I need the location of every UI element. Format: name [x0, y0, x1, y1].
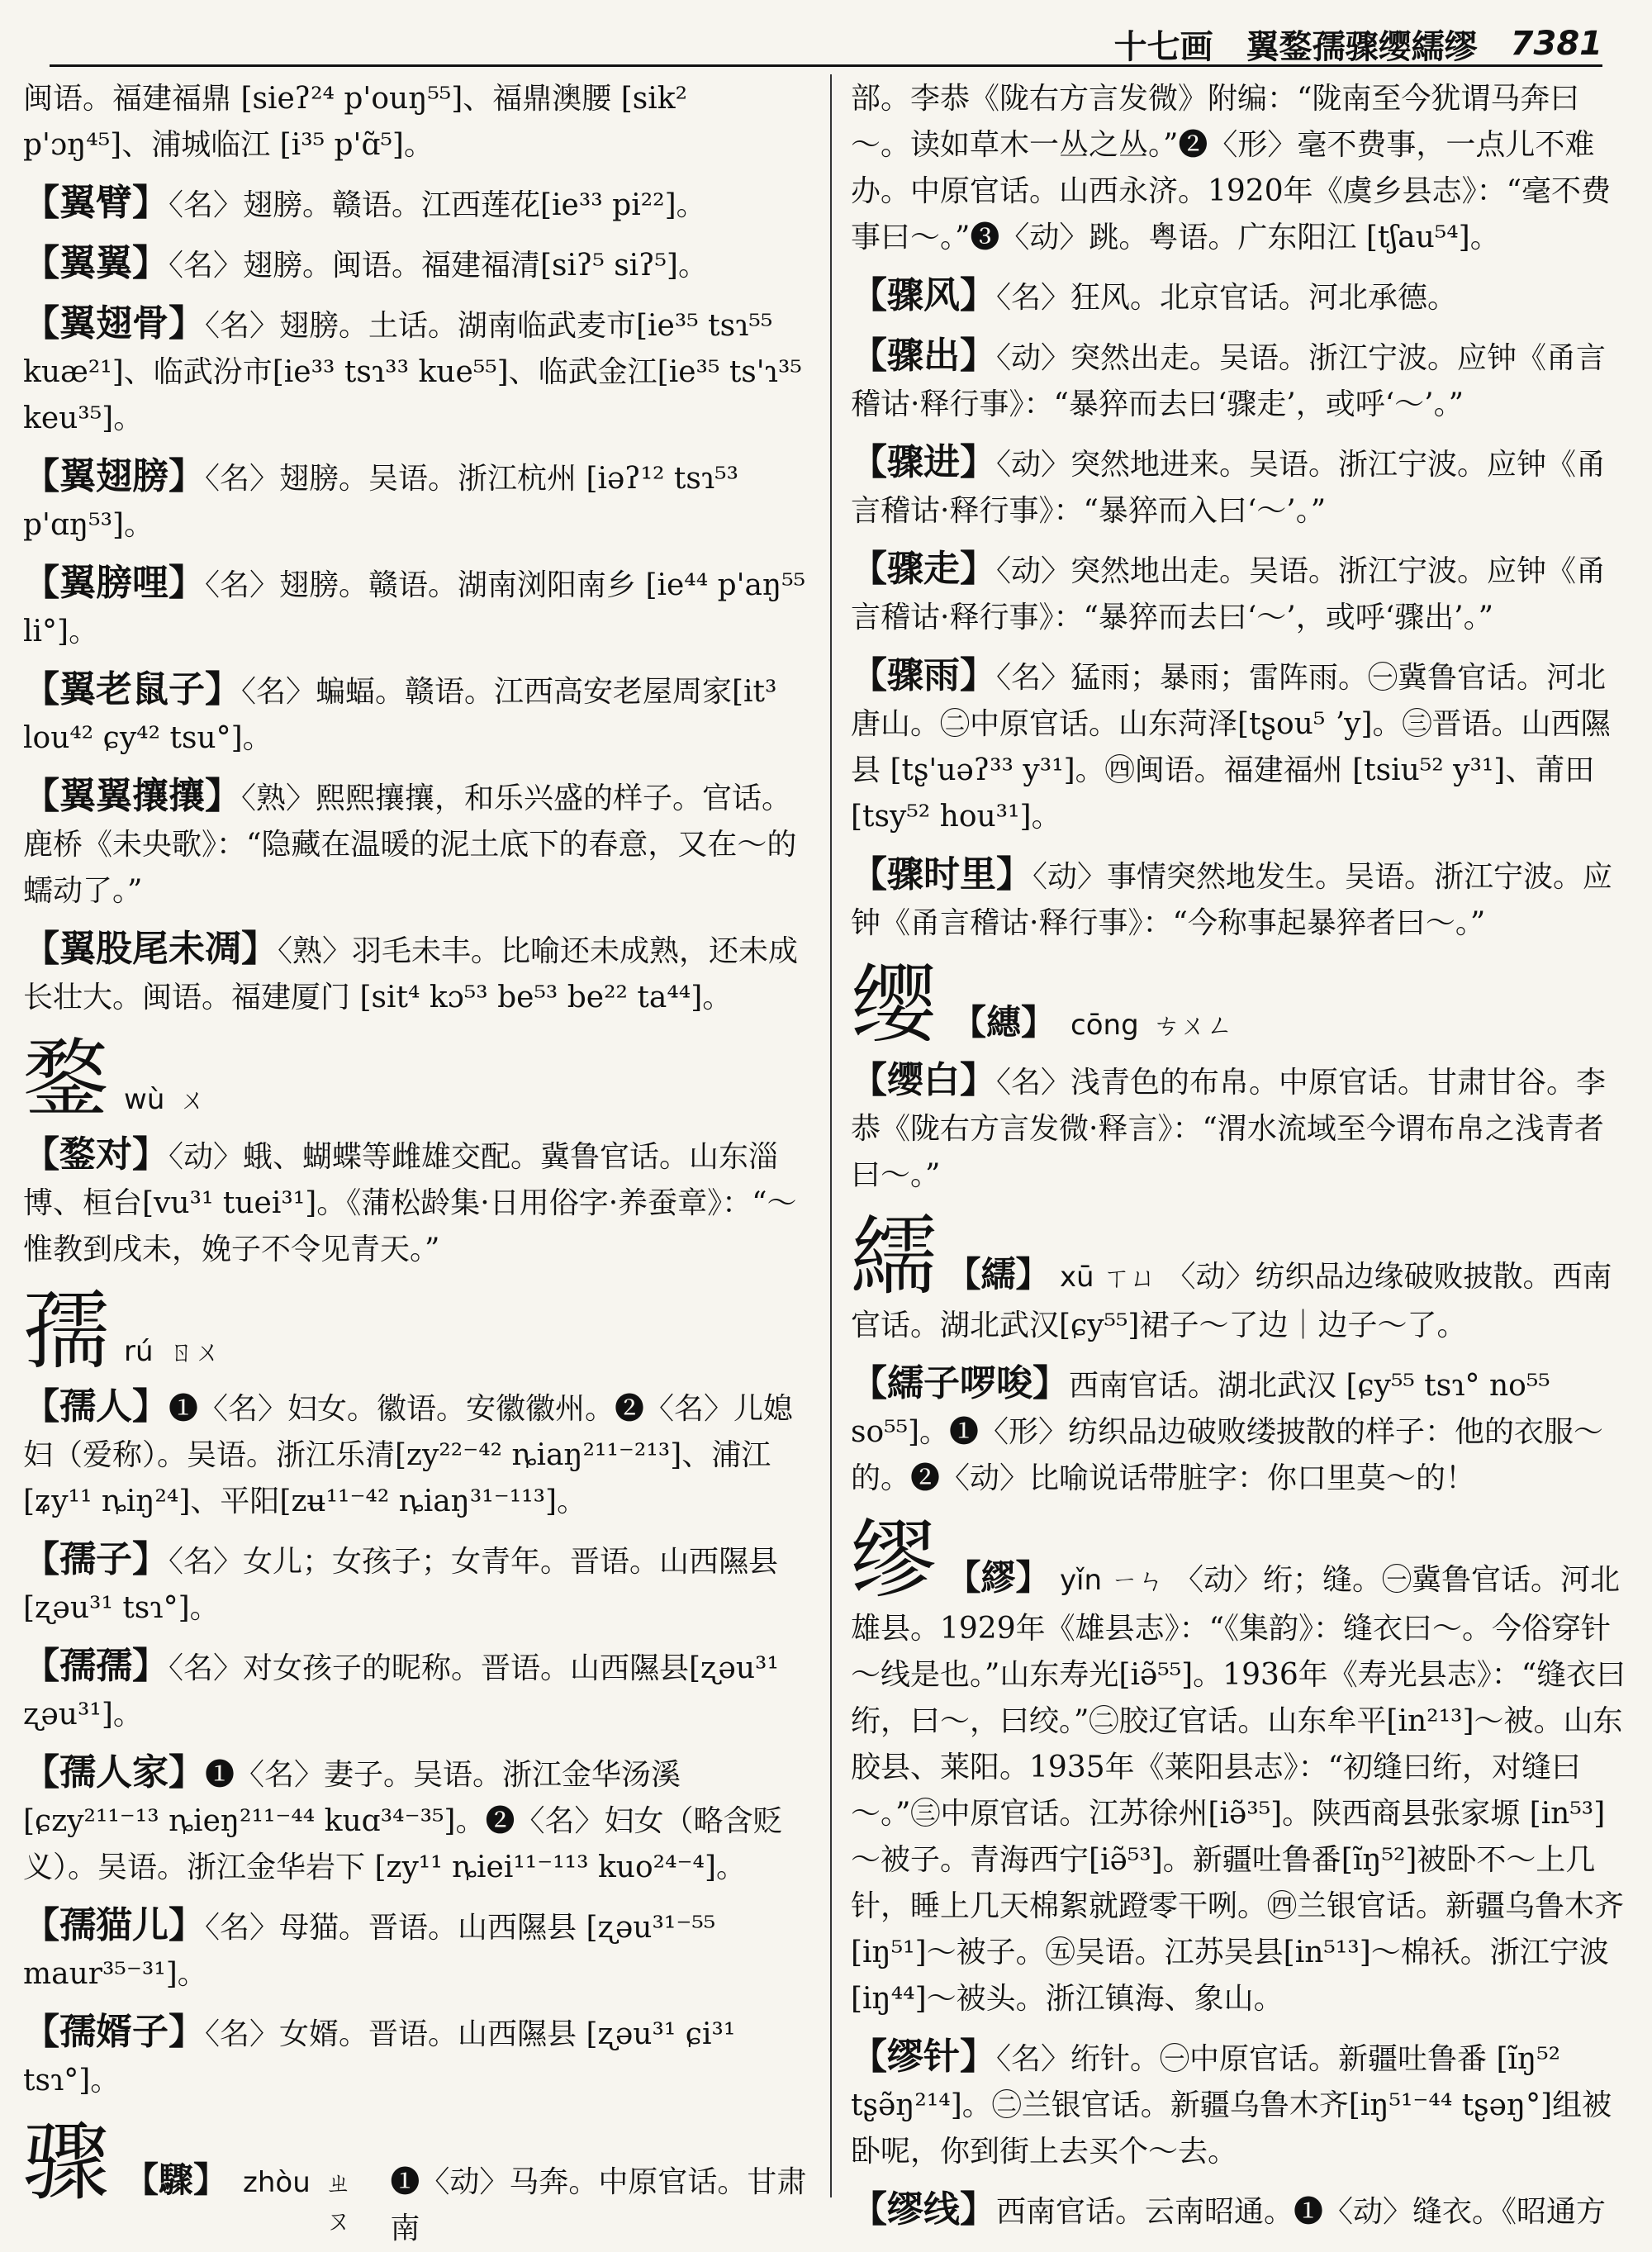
entry-definition: 〈名〉翅膀。赣语。江西莲花[ie³³ pi²²]。 [169, 188, 706, 222]
entry-headword: 【鍪对】 [23, 1133, 169, 1176]
head-zhuyin: ㄖㄨ [168, 1336, 221, 1367]
entry-headword: 【翼翼攘攘】 [23, 775, 241, 817]
dictionary-entry [23, 1903, 812, 1998]
head-zhuyin: ㄧㄣ [1111, 1565, 1165, 1596]
entry-headword: 【翼膀哩】 [23, 562, 205, 604]
head-character-block [23, 2112, 812, 2252]
entry-definition: 〈名〉绗针。㊀中原官话。新疆吐鲁番 [ĩŋ⁵² tʂə̃ŋ²¹⁴]。㊁兰银官话。新疆乌鲁木齐[iŋ⁵¹⁻⁴⁴ tʂəŋ°]组被卧呢，你到街上去买个～去。 [851, 2042, 1612, 2169]
dictionary-entry [851, 653, 1631, 840]
entry-definition: 〈名〉蝙蝠。赣语。江西高安老屋周家[it³ lou⁴² ɕy⁴² tsu°]。 [23, 675, 777, 755]
entry-headword: 【翼股尾未凋】 [23, 928, 278, 970]
entry-definition: 〈动〉突然出走。吴语。浙江宁波。应钟《甬言稽诂·释行事》：“暴猝而去曰‘骤走’，或呼‘～’。” [851, 341, 1607, 421]
dictionary-entry [23, 240, 812, 289]
dictionary-entry [851, 852, 1631, 947]
head-variant: 【繻】 [946, 1254, 1051, 1295]
head-pinyin: wù [124, 1083, 165, 1116]
entry-definition: 〈熟〉羽毛未丰。比喻还未成熟，还未成长壮大。闽语。福建厦门 [sit⁴ kɔ⁵³ be⁵³ be²² ta⁴⁴]。 [23, 934, 799, 1014]
entry-headword: 【骤进】 [851, 441, 996, 483]
head-pinyin: yǐn [1059, 1564, 1103, 1597]
running-header [50, 21, 1602, 66]
left-column [23, 76, 812, 2245]
entry-headword: 【翼翅膀】 [23, 455, 205, 497]
head-zhuyin: ㄒㄩ [1104, 1261, 1157, 1293]
entry-definition: 〈动〉突然地出走。吴语。浙江宁波。应钟《甬言稽诂·释行事》：“暴猝而去曰‘～’，或呼‘骤出’。” [851, 554, 1607, 634]
entry-headword: 【缪线】 [851, 2188, 996, 2231]
column-divider [830, 74, 832, 2197]
head-zhuyin: ㄨ [179, 1084, 206, 1115]
dictionary-entry [851, 439, 1631, 534]
dictionary-entry [23, 180, 812, 229]
dictionary-entry [23, 773, 812, 915]
dictionary-entry [23, 926, 812, 1021]
entry-definition: 〈名〉浅青色的布帛。中原官话。甘肃甘谷。李恭《陇右方言发微·释言》：“渭水流域至今谓布帛之浅青者曰～。” [851, 1066, 1607, 1192]
dictionary-entry [23, 1537, 812, 1632]
entry-headword: 【骤雨】 [851, 654, 996, 696]
entry-definition: 〈名〉对女孩子的昵称。晋语。山西隰县[ʐəu³¹ ʐəu³¹]。 [23, 1651, 779, 1732]
entry-definition: 〈名〉猛雨；暴雨；雷阵雨。㊀冀鲁官话。河北唐山。㊁中原官话。山东菏泽[tʂou⁵ ʼy]。㊂晋语。山西隰县 [tʂ'uəʔ³³ y³¹]。㊃闽语。福建福州 [tsiu⁵² y³¹]、莆田[tsy⁵² hou³¹]。 [851, 661, 1611, 834]
dictionary-entry [851, 1057, 1631, 1199]
head-character: 鍪 [23, 1029, 110, 1129]
entry-headword: 【翼老鼠子】 [23, 668, 241, 710]
entry-definition: 〈动〉突然地进来。吴语。浙江宁波。应钟《甬言稽诂·释行事》：“暴猝而入曰‘～’。” [851, 448, 1607, 528]
header-chars: 翼鍪孺骤缨繻缪 [1246, 26, 1478, 66]
entry-definition: 〈名〉女儿；女孩子；女青年。晋语。山西隰县[ʐəu³¹ tsɿ°]。 [23, 1545, 779, 1625]
head-variant: 【驟】 [124, 2159, 229, 2200]
dictionary-entry [23, 1384, 812, 1525]
entry-definition: 〈动〉蛾、蝴蝶等雌雄交配。冀鲁官话。山东淄博、桓台[vu³¹ tuei³¹]。《蒲松龄集·日用俗字·养蚕章》：“～惟教到戌未，娩子不令见青天。” [23, 1140, 797, 1266]
head-character: 繻 [851, 1206, 938, 1307]
entry-headword: 【翼翅骨】 [23, 302, 205, 344]
head-pinyin: zhòu [243, 2166, 311, 2199]
page-number: 7381 [1510, 25, 1602, 63]
entry-headword: 【翼翼】 [23, 242, 169, 284]
head-character-block [23, 1280, 812, 1381]
dictionary-entry [851, 333, 1631, 428]
head-character: 骤 [23, 2112, 110, 2212]
dictionary-entry [851, 2187, 1631, 2235]
dictionary-entry [23, 1750, 812, 1891]
head-character: 缨 [851, 954, 938, 1055]
head-character-block [851, 1509, 1631, 2022]
entry-headword: 【孺孺】 [23, 1645, 169, 1687]
head-variant: 【繆】 [946, 1557, 1051, 1598]
entry-headword: 【缪针】 [851, 2036, 996, 2078]
section-label: 十七画 [1113, 26, 1213, 66]
dictionary-entry [851, 273, 1631, 321]
entry-headword: 【骤时里】 [851, 853, 1032, 896]
continuation-text: 闽语。福建福鼎 [sieʔ²⁴ p'ouŋ⁵⁵]、福鼎澳腰 [sik² p'ɔŋ⁴⁵]、浦城临江 [i³⁵ p'ɑ̃⁵]。 [23, 82, 688, 162]
head-zhuyin: ㄓㄡ [325, 2167, 352, 2236]
head-character-block [851, 954, 1631, 1055]
dictionary-entry [851, 546, 1631, 641]
head-character: 缪 [851, 1509, 938, 1610]
entry-definition: 西南官话。湖北武汉 [ɕy⁵⁵ tsɿ° no⁵⁵ so⁵⁵]。❶〈形〉纺织品边破败缕披散的样子：他的衣服～的。❷〈动〉比喻说话带脏字：你口里莫～的！ [851, 1369, 1604, 1495]
entry-definition: ❶〈名〉妇女。徽语。安徽徽州。❷〈名〉儿媳妇（爱称）。吴语。浙江乐清[zy²²⁻⁴² ȵiaŋ²¹¹⁻²¹³]、浦江[ʑy¹¹ ȵiŋ²⁴]、平阳[zʉ¹¹⁻⁴² ȵiaŋ³¹⁻¹¹³]。 [23, 1392, 794, 1518]
entry-headword: 【孺人家】 [23, 1751, 205, 1794]
entry-definition: 〈动〉事情突然地发生。吴语。浙江宁波。应钟《甬言稽诂·释行事》：“今称事起暴猝者曰～。” [851, 860, 1613, 940]
continuation-text: 部。李恭《陇右方言发微》附编：“陇南至今犹谓马奔曰～。读如草木一丛之丛。”❷〈形〉毫不费事，一点儿不难办。中原官话。山西永济。1920年《虞乡县志》：“毫不费事曰～。”❸〈动〉跳。粤语。广东阳江 [tʃau⁵⁴]。 [851, 82, 1612, 254]
entry-headword: 【繻子啰唆】 [851, 1362, 1069, 1404]
entry-headword: 【骤走】 [851, 548, 996, 590]
entry-headword: 【孺婿子】 [23, 2011, 205, 2053]
dictionary-entry [23, 1643, 812, 1738]
entry-definition: 〈名〉女婿。晋语。山西隰县 [ʐəu³¹ ɕi³¹ tsɿ°]。 [23, 2017, 736, 2098]
dictionary-entry [23, 560, 812, 655]
dictionary-entry [23, 667, 812, 762]
entry-definition: 西南官话。云南昭通。❶〈动〉缝衣。《昭通方 [996, 2195, 1607, 2229]
head-pinyin: rú [124, 1335, 154, 1368]
dictionary-entry [23, 301, 812, 442]
head-definition: 〈动〉纺织品边缘破败披散。西南官话。湖北武汉[ɕy⁵⁵]裙子～了边｜边子～了。 [851, 1260, 1612, 1342]
head-definition: 〈动〉绗；缝。㊀冀鲁官话。河北雄县。1929年《雄县志》：“《集韵》：缝衣曰～。今俗穿针～线是也。”山东寿光[iə̃⁵⁵]。1936年《寿光县志》：“缝衣曰绗，曰～，曰绞。”㊁胶辽官话。山东牟平[in²¹³]～被。山东胶县、莱阳。1935年《莱阳县志》：“初缝曰绗，对缝曰～。”㊂中原官话。江苏徐州[iə̃³⁵]。陕西商县张家塬 [in⁵³] ～被子。青海西宁[iə̃⁵³]。新疆吐鲁番[ĩŋ⁵²]被卧不～上几针，睡上几天棉絮就蹬零干咧。㊃兰银官话。新疆乌鲁木齐[iŋ⁵¹]～被子。㊄吴语。江苏吴县[in⁵¹³]～棉袄。浙江宁波[iŋ⁴⁴]～被头。浙江镇海、象山。 [851, 1563, 1626, 2016]
entry-definition: ❶〈名〉妻子。吴语。浙江金华汤溪[ɕzy²¹¹⁻¹³ ȵieŋ²¹¹⁻⁴⁴ kuɑ³⁴⁻³⁵]。❷〈名〉妇女（略含贬义）。吴语。浙江金华岩下 [zy¹¹ ȵiei¹¹⁻¹¹³ kuo²⁴⁻⁴]。 [23, 1758, 783, 1884]
dictionary-entry [851, 1361, 1631, 1502]
head-character-block [851, 1206, 1631, 1349]
dictionary-entry [23, 1132, 812, 1273]
entry-headword: 【骤风】 [851, 274, 996, 316]
entry-definition: 〈名〉翅膀。吴语。浙江杭州 [iəʔ¹² tsɿ⁵³ p'ɑŋ⁵³]。 [23, 462, 739, 542]
entry-headword: 【缨白】 [851, 1059, 996, 1101]
dictionary-entry [23, 2009, 812, 2104]
head-zhuyin: ㄘㄨㄥ [1153, 1010, 1233, 1041]
entry-definition: 〈名〉翅膀。赣语。湖南浏阳南乡 [ie⁴⁴ p'aŋ⁵⁵ li°]。 [23, 568, 806, 649]
entry-definition: 〈名〉母猫。晋语。山西隰县 [ʐəu³¹⁻⁵⁵ maur³⁵⁻³¹]。 [23, 1911, 716, 1991]
entry-headword: 【翼臂】 [23, 182, 169, 224]
entry-headword: 【孺人】 [23, 1385, 169, 1428]
head-definition: ❶〈动〉马奔。中原官话。甘肃南 [390, 2165, 807, 2245]
head-variant: 【繐】 [952, 1002, 1056, 1043]
entry-list [23, 180, 812, 1021]
right-column [851, 76, 1631, 2231]
head-character-block [23, 1029, 812, 1129]
head-pinyin: cōng [1070, 1009, 1139, 1042]
dictionary-entry [851, 2034, 1631, 2175]
entry-definition: 〈名〉狂风。北京官话。河北承德。 [996, 281, 1458, 315]
entry-headword: 【孺子】 [23, 1538, 169, 1580]
entry-definition: 〈名〉翅膀。土话。湖南临武麦市[ie³⁵ tsɿ⁵⁵ kuæ²¹]、临武汾市[ie³³ tsɿ³³ kue⁵⁵]、临武金江[ie³⁵ ts'ɿ³⁵ keu³⁵]。 [23, 309, 802, 435]
entry-headword: 【孺猫儿】 [23, 1904, 205, 1946]
entry-headword: 【骤出】 [851, 335, 996, 377]
entry-definition: 〈熟〉熙熙攘攘，和乐兴盛的样子。官话。鹿桥《未央歌》：“隐藏在温暖的泥土底下的春意，又在～的蠕动了。” [23, 782, 797, 908]
dictionary-entry [23, 454, 812, 549]
head-character: 孺 [23, 1280, 110, 1381]
head-pinyin: xū [1059, 1261, 1094, 1294]
entry-definition: 〈名〉翅膀。闽语。福建福清[siʔ⁵ siʔ⁵]。 [169, 249, 708, 283]
header-rule [50, 64, 1602, 67]
